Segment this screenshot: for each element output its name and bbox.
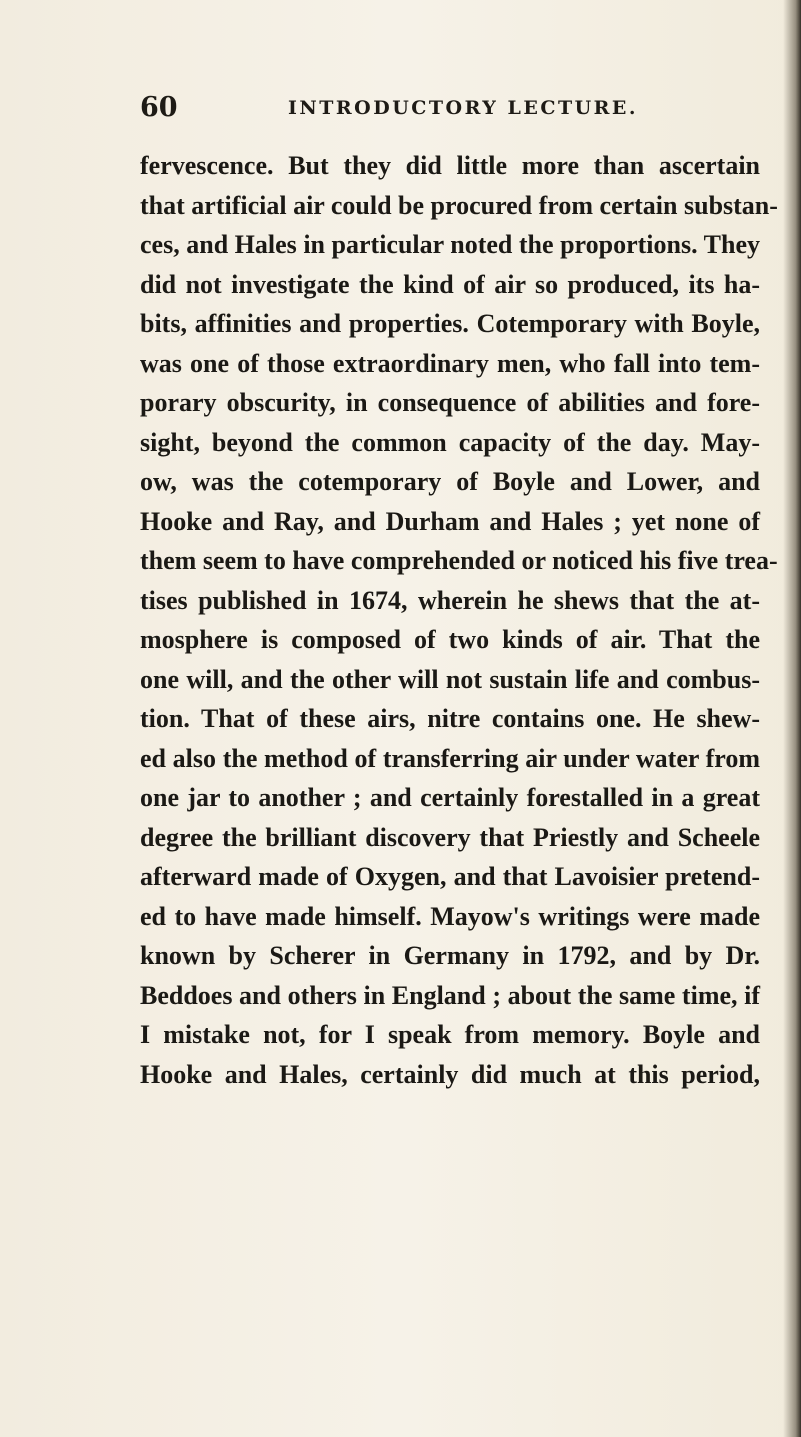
text-line: ed to have made himself. Mayow's writings were made bbox=[140, 901, 760, 931]
text-line: degree the brilliant discovery that Priestly and Scheele bbox=[140, 822, 760, 852]
text-line: that artificial air could be procured from certain substan- bbox=[140, 190, 778, 220]
text-line: ed also the method of transferring air under water from bbox=[140, 743, 760, 773]
text-line: sight, beyond the common capacity of the day. May- bbox=[140, 427, 760, 457]
page-header bbox=[140, 88, 740, 128]
text-line: tion. That of these airs, nitre contains one. He shew- bbox=[140, 704, 760, 733]
text-line: one jar to another ; and certainly forestalled in a great bbox=[140, 783, 760, 812]
text-line: did not investigate the kind of air so produced, its ha- bbox=[140, 269, 760, 299]
page-number: 60 bbox=[140, 92, 178, 123]
text-line: them seem to have comprehended or noticed his five trea- bbox=[140, 546, 778, 575]
text-line: Beddoes and others in England ; about the same time, if bbox=[140, 980, 760, 1010]
text-line: bits, affinities and properties. Cotemporary with Boyle, bbox=[140, 309, 760, 338]
text-line: Hooke and Ray, and Durham and Hales ; yet none of bbox=[140, 506, 760, 536]
text-line: I mistake not, for I speak from memory. Boyle and bbox=[140, 1020, 760, 1049]
text-line: Hooke and Hales, certainly did much at this period, bbox=[140, 1059, 760, 1089]
page-edge-shadow bbox=[783, 0, 801, 1437]
text-line: was one of those extraordinary men, who fall into tem- bbox=[140, 348, 760, 378]
text-line: ces, and Hales in particular noted the proportions. They bbox=[140, 230, 760, 259]
text-line: porary obscurity, in consequence of abilities and fore- bbox=[140, 388, 760, 417]
text-line: afterward made of Oxygen, and that Lavoisier pretend- bbox=[140, 862, 760, 891]
text-line: one will, and the other will not sustain life and combus- bbox=[140, 664, 760, 694]
text-line: mosphere is composed of two kinds of air. That the bbox=[140, 625, 760, 654]
text-line: ow, was the cotemporary of Boyle and Lower, and bbox=[140, 467, 760, 496]
text-line: known by Scherer in Germany in 1792, and by Dr. bbox=[140, 941, 760, 970]
text-line: tises published in 1674, wherein he shews that the at- bbox=[140, 585, 760, 615]
running-head: INTRODUCTORY LECTURE. bbox=[288, 97, 639, 119]
body-text bbox=[140, 146, 778, 1094]
text-line: fervescence. But they did little more than ascertain bbox=[140, 151, 760, 180]
